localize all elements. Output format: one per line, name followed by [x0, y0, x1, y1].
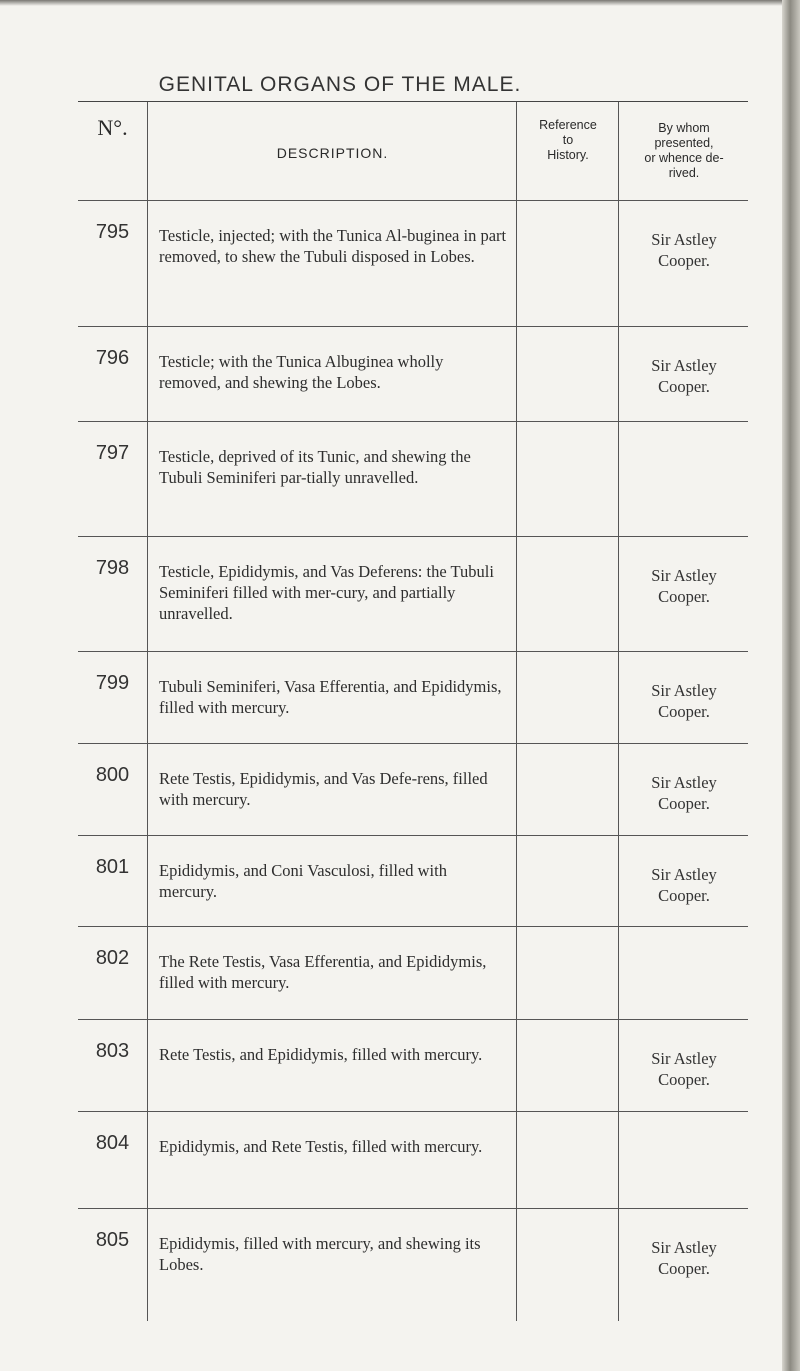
specimen-donor: Sir Astley Cooper. — [651, 773, 717, 813]
specimen-donor: Sir Astley Cooper. — [651, 865, 717, 905]
table-row — [78, 421, 748, 536]
table-row — [78, 326, 748, 421]
specimen-number: 796 — [95, 347, 130, 369]
specimen-donor: Sir Astley Cooper. — [651, 681, 717, 721]
table-row — [78, 536, 748, 651]
header-by-whom: By whom presented, or whence de- rived. — [644, 121, 724, 180]
specimen-donor: Sir Astley Cooper. — [651, 230, 717, 270]
specimen-donor: Sir Astley Cooper. — [651, 566, 717, 606]
specimen-number: 799 — [95, 672, 130, 694]
table-row — [78, 1111, 748, 1208]
specimen-number: 805 — [95, 1229, 130, 1251]
specimen-number: 804 — [95, 1132, 130, 1154]
header-description-cell — [147, 102, 516, 200]
header-number-cell — [78, 102, 147, 200]
specimen-description: Testicle, Epididymis, and Vas Deferens: the Tubuli Seminiferi filled with mer-cury, and partially unravelled. — [159, 562, 494, 623]
specimen-number: 795 — [95, 221, 130, 243]
header-number: N°. — [97, 115, 128, 140]
header-by-whom-cell — [618, 102, 748, 200]
specimen-description: Tubuli Seminiferi, Vasa Efferentia, and Epididymis, filled with mercury. — [159, 677, 502, 717]
specimen-number: 801 — [95, 856, 130, 878]
specimen-description: The Rete Testis, Vasa Efferentia, and Epididymis, filled with mercury. — [159, 952, 487, 992]
specimen-description: Rete Testis, Epididymis, and Vas Defe-rens, filled with mercury. — [159, 769, 488, 809]
specimen-description: Testicle; with the Tunica Albuginea wholly removed, and shewing the Lobes. — [159, 352, 444, 392]
header-reference-cell — [516, 102, 618, 200]
specimen-description: Epididymis, and Coni Vasculosi, filled with mercury. — [159, 861, 447, 901]
table-row — [78, 1019, 748, 1111]
specimen-donor: Sir Astley Cooper. — [651, 1238, 717, 1278]
catalogue-table — [78, 101, 748, 1321]
specimen-description: Testicle, deprived of its Tunic, and shewing the Tubuli Seminiferi par-tially unravelled. — [159, 447, 471, 487]
specimen-description: Epididymis, and Rete Testis, filled with mercury. — [159, 1137, 483, 1156]
specimen-description: Rete Testis, and Epididymis, filled with mercury. — [159, 1045, 483, 1064]
page-top-edge — [0, 0, 800, 6]
specimen-donor: Sir Astley Cooper. — [651, 1049, 717, 1089]
specimen-number: 802 — [95, 947, 130, 969]
specimen-number: 797 — [95, 442, 130, 464]
header-description: DESCRIPTION. — [276, 145, 389, 161]
specimen-number: 798 — [95, 557, 130, 579]
specimen-number: 800 — [95, 764, 130, 786]
page-binding-edge — [782, 0, 800, 1371]
page-title: GENITAL ORGANS OF THE MALE. — [158, 73, 522, 96]
table-row — [78, 743, 748, 835]
table-row — [78, 1208, 748, 1321]
table-header — [78, 101, 748, 200]
table-row — [78, 200, 748, 326]
specimen-description: Testicle, injected; with the Tunica Al-buginea in part removed, to shew the Tubuli disposed in Lobes. — [159, 226, 507, 266]
specimen-number: 803 — [95, 1040, 130, 1062]
table-row — [78, 835, 748, 926]
header-reference: Reference to History. — [539, 118, 597, 162]
table-row — [78, 926, 748, 1019]
specimen-donor: Sir Astley Cooper. — [651, 356, 717, 396]
specimen-description: Epididymis, filled with mercury, and shewing its Lobes. — [159, 1234, 481, 1274]
table-row — [78, 651, 748, 743]
